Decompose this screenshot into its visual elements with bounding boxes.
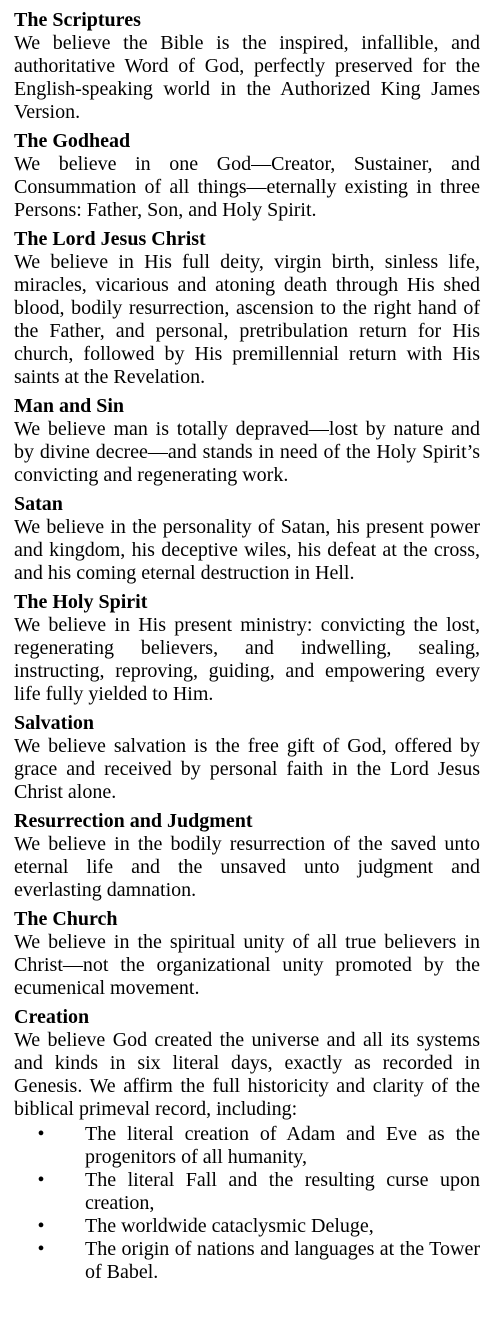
section-heading: Resurrection and Judgment [14,810,253,832]
section-body: We believe in the bodily resurrection of the saved unto eternal life and the unsaved unto judgment and everlasting damnation. [14,833,480,901]
section-heading: Satan [14,493,63,515]
list-item [14,1238,480,1284]
section-body: We believe the Bible is the inspired, infallible, and authoritative Word of God, perfectly preserved for the English-speaking world in the Authorized King James Version. [14,32,480,123]
section-salvation [14,712,480,804]
section-heading: Creation [14,1006,90,1028]
section-resurrection-and-judgment [14,810,480,902]
section-body: We believe salvation is the free gift of God, offered by grace and received by personal faith in the Lord Jesus Christ alone. [14,735,480,803]
section-body: We believe in His full deity, virgin birth, sinless life, miracles, vicarious and atoning death through His shed blood, bodily resurrection, ascension to the right hand of the Father, and personal, pretribulation return for His church, followed by His premillennial return with His saints at the Revelation. [14,251,480,388]
list-item [14,1215,480,1238]
section-body: We believe in one God—Creator, Sustainer, and Consummation of all things—eternally existing in three Persons: Father, Son, and Holy Spirit. [14,153,480,221]
list-item [14,1169,480,1215]
section-scriptures [14,9,480,124]
section-body: We believe man is totally depraved—lost by nature and by divine decree—and stands in need of the Holy Spirit’s convicting and regenerating work. [14,418,480,486]
list-item-text: The literal Fall and the resulting curse upon creation, [85,1169,480,1214]
section-body: We believe God created the universe and all its systems and kinds in six literal days, exactly as recorded in Genesis. We affirm the full historicity and clarity of the biblical primeval record, including: [14,1029,480,1120]
section-heading: The Godhead [14,130,131,152]
list-item-text: The origin of nations and languages at the Tower of Babel. [85,1238,480,1283]
bullet-icon: • [37,1215,45,1237]
bullet-icon: • [37,1123,45,1145]
bullet-icon: • [37,1238,45,1260]
section-holy-spirit [14,591,480,706]
section-lord-jesus-christ [14,228,480,389]
creation-list [14,1123,480,1284]
section-heading: The Holy Spirit [14,591,148,613]
section-heading: The Lord Jesus Christ [14,228,206,250]
bullet-icon: • [37,1169,45,1191]
section-heading: Salvation [14,712,95,734]
section-body: We believe in the spiritual unity of all true believers in Christ—not the organizational unity promoted by the ecumenical movement. [14,931,480,999]
list-item-text: The literal creation of Adam and Eve as the progenitors of all humanity, [85,1123,480,1168]
section-body: We believe in His present ministry: convicting the lost, regenerating believers, and indwelling, sealing, instructing, reproving, guiding, and empowering every life fully yielded to Him. [14,614,480,705]
list-item [14,1123,480,1169]
section-godhead [14,130,480,222]
section-church [14,908,480,1000]
section-body: We believe in the personality of Satan, his present power and kingdom, his deceptive wiles, his defeat at the cross, and his coming eternal destruction in Hell. [14,516,480,584]
section-heading: The Scriptures [14,9,141,31]
section-creation [14,1006,480,1284]
section-heading: Man and Sin [14,395,125,417]
section-satan [14,493,480,585]
section-man-and-sin [14,395,480,487]
section-heading: The Church [14,908,118,930]
list-item-text: The worldwide cataclysmic Deluge, [85,1215,374,1237]
